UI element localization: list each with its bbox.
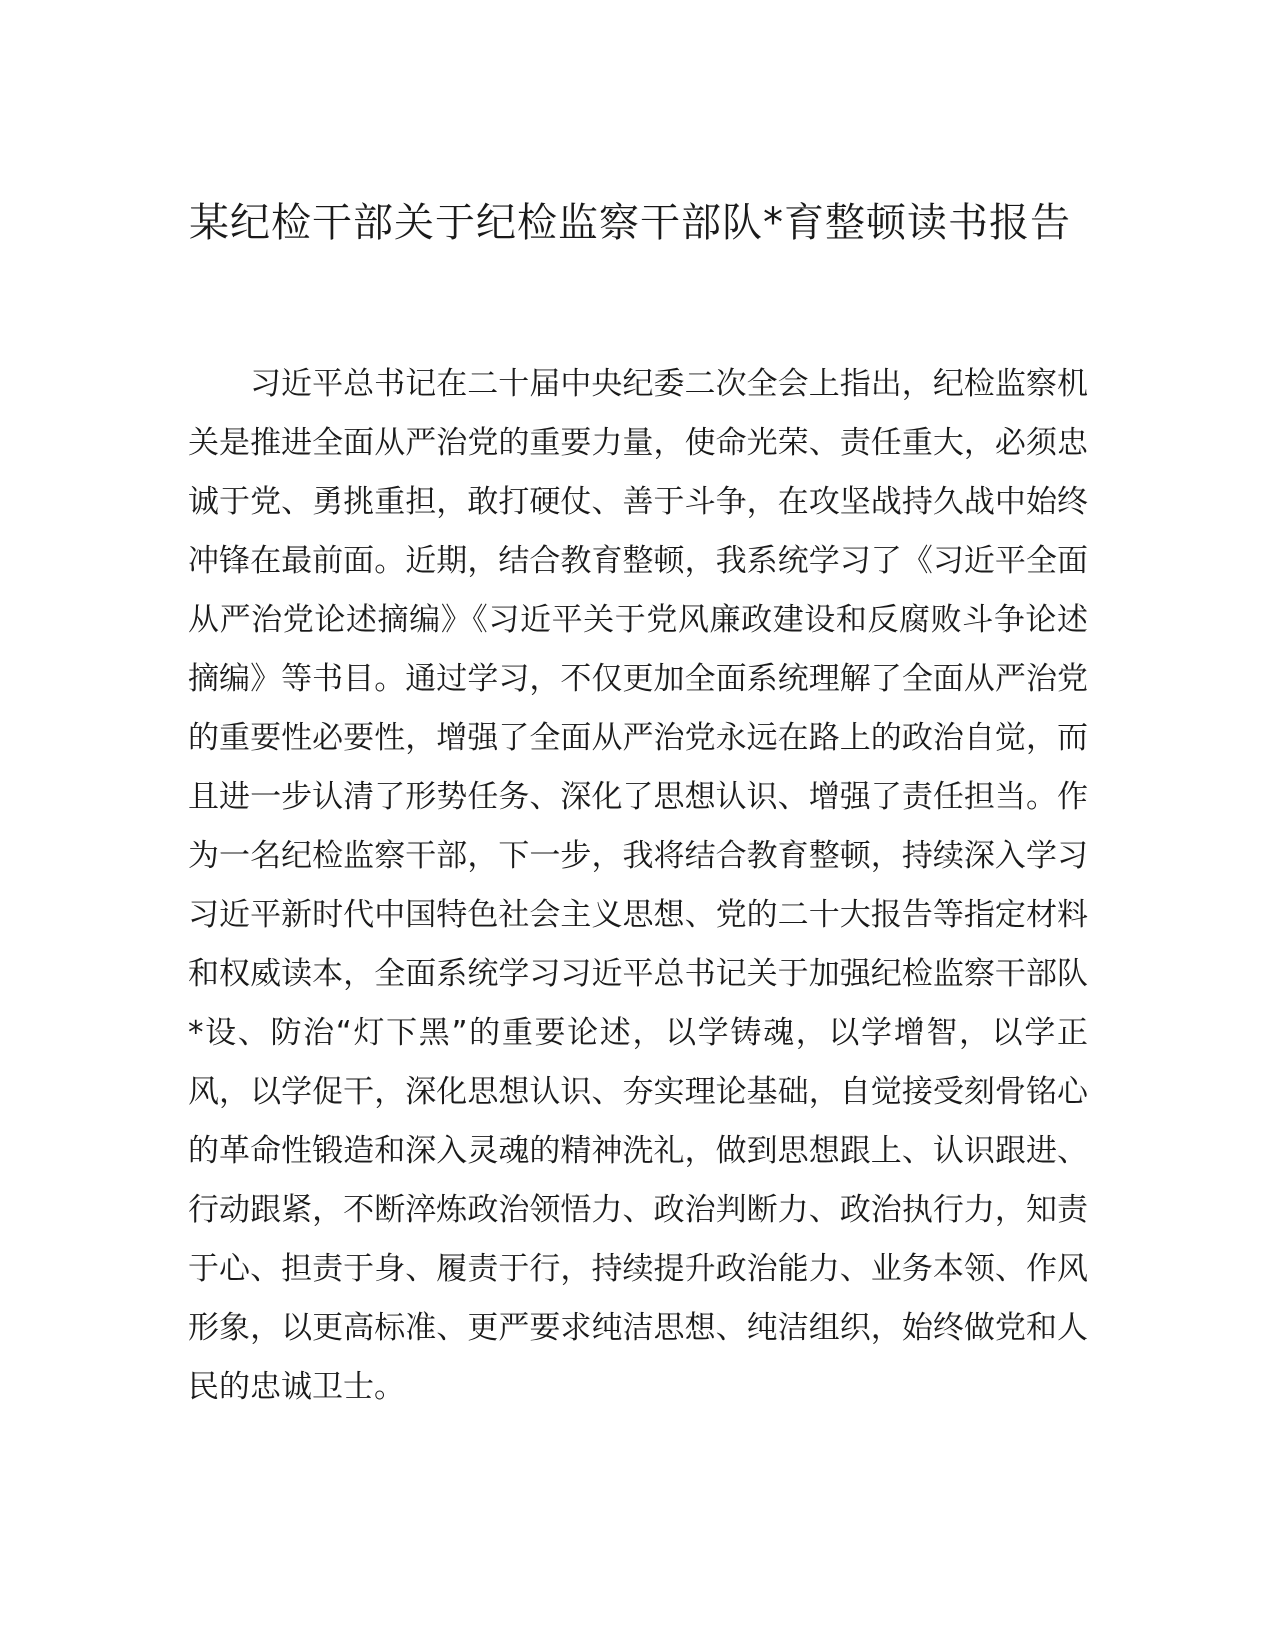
body-paragraph: 习近平总书记在二十届中央纪委二次全会上指出，纪检监察机关是推进全面从严治党的重要力量，使命光荣、责任重大，必须忠诚于党、勇挑重担，敢打硬仗、善于斗争，在攻坚战持久战中始终冲锋在最前面。近期，结合教育整顿，我系统学习了《习近平全面从严治党论述摘编》《习近平关于党风廉政建设和反腐败斗争论述摘编》等书目。通过学习，不仅更加全面系统理解了全面从严治党的重要性必要性，增强了全面从严治党永远在路上的政治自觉，而且进一步认清了形势任务、深化了思想认识、增强了责任担当。作为一名纪检监察干部，下一步，我将结合教育整顿，持续深入学习习近平新时代中国特色社会主义思想、党的二十大报告等指定材料和权威读本，全面系统学习习近平总书记关于加强纪检监察干部队*设、防治“灯下黑”的重要论述，以学铸魂，以学增智，以学正风，以学促干，深化思想认识、夯实理论基础，自觉接受刻骨铭心的革命性锻造和深入灵魂的精神洗礼，做到思想跟上、认识跟进、行动跟紧，不断淬炼政治领悟力、政治判断力、政治执行力，知责于心、担责于身、履责于行，持续提升政治能力、业务本领、作风形象，以更高标准、更严要求纯洁思想、纯洁组织，始终做党和人民的忠诚卫士。 xyxy=(188,366,1088,1405)
document-title: 某纪检干部关于纪检监察干部队*育整顿读书报告 xyxy=(189,200,1071,246)
